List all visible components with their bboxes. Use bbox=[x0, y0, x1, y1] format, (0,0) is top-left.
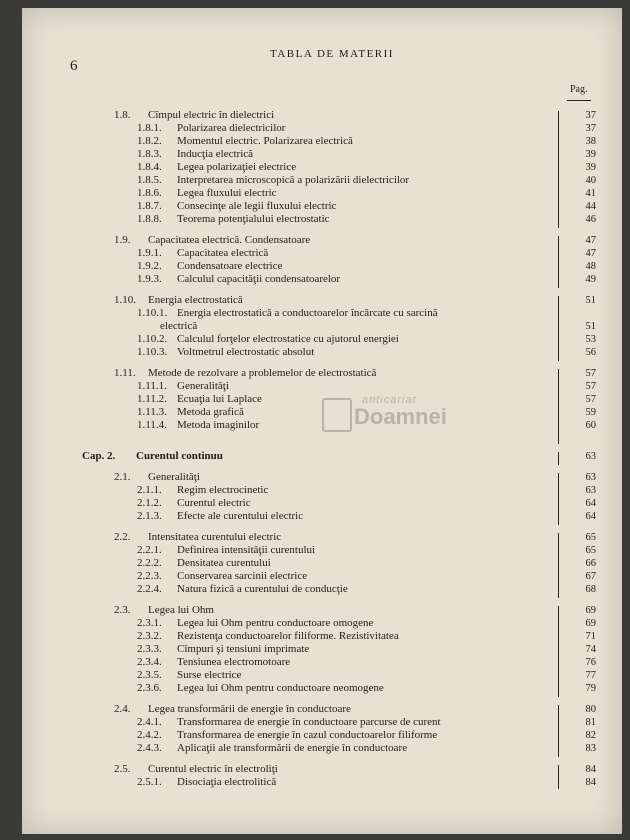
toc-row bbox=[137, 247, 268, 260]
toc-page-number: 79 bbox=[585, 683, 596, 694]
toc-page-number: 63 bbox=[585, 485, 596, 496]
section-bar bbox=[558, 765, 559, 789]
toc-page-number: 81 bbox=[585, 717, 596, 728]
toc-page-number: 66 bbox=[585, 558, 596, 569]
pag-label: Pag. bbox=[570, 84, 588, 95]
toc-page-number: 76 bbox=[585, 657, 596, 668]
toc-row bbox=[137, 333, 399, 346]
toc-page-number: 57 bbox=[585, 368, 596, 379]
toc-row bbox=[137, 406, 244, 419]
toc-page-number: 51 bbox=[585, 295, 596, 306]
toc-page-number: 63 bbox=[585, 472, 596, 483]
toc-title: Regim electrocinetic bbox=[177, 484, 269, 496]
toc-number: 1.8.7. bbox=[137, 200, 162, 212]
toc-row bbox=[137, 260, 282, 273]
toc-page-number: 80 bbox=[585, 704, 596, 715]
toc-number: 1.8.4. bbox=[137, 161, 162, 173]
toc-title: Condensatoare electrice bbox=[177, 260, 283, 272]
toc-number: 1.10.3. bbox=[137, 346, 168, 358]
toc-title: Inducţia electrică bbox=[177, 148, 254, 160]
toc-page-number: 84 bbox=[585, 777, 596, 788]
toc-number: 2.5. bbox=[114, 763, 131, 775]
toc-number: Cap. 2. bbox=[82, 450, 116, 462]
toc-number: 2.3.5. bbox=[137, 669, 162, 681]
toc-title: Curentul electric în electroliţi bbox=[148, 763, 278, 775]
toc-page-number: 51 bbox=[585, 321, 596, 332]
section-bar bbox=[558, 533, 559, 598]
toc-title: Metoda grafică bbox=[177, 406, 244, 418]
toc-row bbox=[137, 393, 262, 406]
toc-row bbox=[160, 320, 197, 333]
toc-row bbox=[137, 307, 438, 320]
toc-row bbox=[137, 213, 330, 226]
section-bar bbox=[558, 369, 559, 444]
toc-page-number: 47 bbox=[585, 235, 596, 246]
toc-title: Densitatea curentului bbox=[177, 557, 271, 569]
toc-number: 2.1.2. bbox=[137, 497, 162, 509]
toc-page-number: 38 bbox=[585, 136, 596, 147]
toc-row bbox=[137, 484, 268, 497]
toc-page-number: 67 bbox=[585, 571, 596, 582]
toc-number: 1.9.3. bbox=[137, 273, 162, 285]
toc-row bbox=[114, 763, 278, 776]
toc-title: Efecte ale curentului electric bbox=[177, 510, 304, 522]
toc-page-number: 60 bbox=[585, 420, 596, 431]
toc-title: Legea fluxului electric bbox=[177, 187, 277, 199]
toc-title: Metoda imaginilor bbox=[177, 419, 260, 431]
watermark bbox=[322, 394, 462, 434]
toc-title: Intensitatea curentului electric bbox=[148, 531, 282, 543]
toc-page-number: 56 bbox=[585, 347, 596, 358]
toc-page-number: 37 bbox=[585, 110, 596, 121]
toc-row bbox=[114, 471, 200, 484]
toc-number: 1.9. bbox=[114, 234, 131, 246]
book-page bbox=[22, 8, 622, 834]
toc-row bbox=[114, 234, 310, 247]
toc-row bbox=[137, 135, 353, 148]
toc-number: 1.8.3. bbox=[137, 148, 162, 160]
toc-title: Interpretarea microscopică a polarizării dielectricilor bbox=[177, 174, 410, 186]
toc-title: Energia electrostatică a conductoarelor încărcate cu sarcină bbox=[177, 307, 438, 319]
toc-page-number: 40 bbox=[585, 175, 596, 186]
toc-title: Legea lui Ohm pentru conductoare omogene bbox=[177, 617, 374, 629]
toc-number: 2.3. bbox=[114, 604, 131, 616]
toc-row bbox=[137, 583, 348, 596]
toc-title: Teorema potenţialului electrostatic bbox=[177, 213, 330, 225]
toc-title: electrică bbox=[160, 320, 198, 332]
toc-title: Legea polarizaţiei electrice bbox=[177, 161, 297, 173]
toc-title: Generalităţi bbox=[148, 471, 200, 483]
toc-number: 1.9.1. bbox=[137, 247, 162, 259]
toc-number: 1.11.1. bbox=[137, 380, 167, 392]
toc-number: 2.2.2. bbox=[137, 557, 162, 569]
section-bar bbox=[558, 296, 559, 361]
toc-page-number: 74 bbox=[585, 644, 596, 655]
toc-number: 2.4. bbox=[114, 703, 131, 715]
toc-number: 2.3.4. bbox=[137, 656, 162, 668]
toc-row bbox=[137, 669, 241, 682]
toc-number: 1.8.8. bbox=[137, 213, 162, 225]
toc-row bbox=[137, 122, 285, 135]
toc-page-number: 44 bbox=[585, 201, 596, 212]
toc-row bbox=[137, 656, 290, 669]
toc-page-number: 47 bbox=[585, 248, 596, 259]
toc-number: 1.11.4. bbox=[137, 419, 167, 431]
toc-page-number: 37 bbox=[585, 123, 596, 134]
toc-number: 1.8. bbox=[114, 109, 131, 121]
toc-page-number: 65 bbox=[585, 545, 596, 556]
book-stack-logo-icon bbox=[322, 398, 352, 432]
toc-page-number: 53 bbox=[585, 334, 596, 345]
toc-title: Rezistenţa conductoarelor filiforme. Rezistivitatea bbox=[177, 630, 399, 642]
toc-number: 1.8.5. bbox=[137, 174, 162, 186]
section-bar bbox=[558, 705, 559, 757]
toc-row bbox=[114, 367, 376, 380]
toc-number: 1.11.2. bbox=[137, 393, 167, 405]
toc-row bbox=[137, 419, 259, 432]
toc-page-number: 59 bbox=[585, 407, 596, 418]
toc-title: Definirea intensităţii curentului bbox=[177, 544, 316, 556]
section-bar bbox=[558, 452, 559, 465]
toc-row bbox=[137, 148, 253, 161]
toc-title: Legea transformării de energie în conductoare bbox=[148, 703, 351, 715]
toc-number: 1.9.2. bbox=[137, 260, 162, 272]
toc-title: Generalităţi bbox=[177, 380, 229, 392]
toc-number: 1.11. bbox=[114, 367, 136, 379]
section-bar bbox=[558, 606, 559, 697]
toc-title: Capacitatea electrică. Condensatoare bbox=[148, 234, 311, 246]
toc-page-number: 82 bbox=[585, 730, 596, 741]
toc-number: 2.3.2. bbox=[137, 630, 162, 642]
toc-row bbox=[137, 497, 251, 510]
toc-title: Tensiunea electromotoare bbox=[177, 656, 291, 668]
toc-number: 2.3.6. bbox=[137, 682, 162, 694]
toc-title: Natura fizică a curentului de conducţie bbox=[177, 583, 348, 595]
toc-title: Transformarea de energie în conductoare parcurse de curent bbox=[177, 716, 441, 728]
toc-row bbox=[137, 557, 271, 570]
toc-row bbox=[137, 617, 373, 630]
toc-row bbox=[114, 531, 281, 544]
toc-row bbox=[137, 544, 315, 557]
toc-row bbox=[114, 604, 214, 617]
toc-title: Disociaţia electrolitică bbox=[177, 776, 277, 788]
toc-number: 2.2.3. bbox=[137, 570, 162, 582]
toc-row bbox=[114, 109, 274, 122]
toc-row bbox=[137, 682, 384, 695]
toc-row bbox=[137, 380, 229, 393]
toc-row bbox=[137, 187, 277, 200]
toc-row bbox=[137, 161, 296, 174]
watermark-line1: anticariat bbox=[362, 394, 417, 406]
toc-page-number: 63 bbox=[585, 451, 596, 462]
toc-row bbox=[137, 273, 340, 286]
toc-number: 2.2.4. bbox=[137, 583, 162, 595]
toc-page-number: 64 bbox=[585, 511, 596, 522]
toc-row bbox=[137, 570, 307, 583]
toc-number: 1.10.2. bbox=[137, 333, 168, 345]
toc-title: Aplicaţii ale transformării de energie în conductoare bbox=[177, 742, 408, 754]
toc-row bbox=[137, 742, 407, 755]
toc-row bbox=[114, 294, 243, 307]
toc-page-number: 77 bbox=[585, 670, 596, 681]
toc-row bbox=[137, 716, 441, 729]
page-number: 6 bbox=[70, 58, 78, 74]
toc-number: 2.1. bbox=[114, 471, 131, 483]
toc-title: Ecuaţia lui Laplace bbox=[177, 393, 262, 405]
toc-number: 2.1.1. bbox=[137, 484, 162, 496]
toc-row bbox=[137, 174, 409, 187]
toc-page-number: 64 bbox=[585, 498, 596, 509]
toc-title: Metode de rezolvare a problemelor de electrostatică bbox=[148, 367, 377, 379]
toc-title: Curentul continuu bbox=[136, 450, 223, 462]
toc-title: Legea lui Ohm pentru conductoare neomogene bbox=[177, 682, 384, 694]
toc-number: 2.4.1. bbox=[137, 716, 162, 728]
toc-title: Conservarea sarcinii electrice bbox=[177, 570, 308, 582]
toc-number: 2.4.3. bbox=[137, 742, 162, 754]
toc-title: Energia electrostatică bbox=[148, 294, 243, 306]
toc-row bbox=[137, 729, 437, 742]
section-bar bbox=[558, 236, 559, 288]
section-bar bbox=[558, 473, 559, 525]
toc-number: 2.2.1. bbox=[137, 544, 162, 556]
toc-title: Legea lui Ohm bbox=[148, 604, 214, 616]
toc-page-number: 71 bbox=[585, 631, 596, 642]
header-title: TABLA DE MATERII bbox=[270, 48, 394, 60]
watermark-line2: Doamnei bbox=[354, 404, 447, 429]
toc-title: Cîmpul electric în dielectrici bbox=[148, 109, 275, 121]
toc-page-number: 84 bbox=[585, 764, 596, 775]
toc-page-number: 57 bbox=[585, 381, 596, 392]
toc-number: 2.3.1. bbox=[137, 617, 162, 629]
toc-title: Voltmetrul electrostatic absolut bbox=[177, 346, 315, 358]
toc-row bbox=[114, 703, 351, 716]
toc-title: Consecinţe ale legii fluxului electric bbox=[177, 200, 337, 212]
toc-page-number: 48 bbox=[585, 261, 596, 272]
toc-row bbox=[137, 643, 309, 656]
toc-page-number: 39 bbox=[585, 162, 596, 173]
toc-title: Calculul forţelor electrostatice cu ajutorul energiei bbox=[177, 333, 399, 345]
toc-page-number: 49 bbox=[585, 274, 596, 285]
toc-page-number: 83 bbox=[585, 743, 596, 754]
toc-row bbox=[137, 776, 276, 789]
toc-page-number: 46 bbox=[585, 214, 596, 225]
toc-row bbox=[137, 630, 399, 643]
toc-page-number: 69 bbox=[585, 605, 596, 616]
section-bar bbox=[558, 111, 559, 228]
toc-title: Calculul capacităţii condensatoarelor bbox=[177, 273, 341, 285]
toc-row bbox=[137, 346, 314, 359]
toc-page-number: 57 bbox=[585, 394, 596, 405]
toc-page-number: 69 bbox=[585, 618, 596, 629]
toc-page-number: 41 bbox=[585, 188, 596, 199]
toc-title: Cîmpuri şi tensiuni imprimate bbox=[177, 643, 310, 655]
toc-number: 1.8.1. bbox=[137, 122, 162, 134]
toc-number: 2.1.3. bbox=[137, 510, 162, 522]
toc-title: Capacitatea electrică bbox=[177, 247, 269, 259]
toc-number: 1.8.2. bbox=[137, 135, 162, 147]
toc-number: 2.3.3. bbox=[137, 643, 162, 655]
toc-row bbox=[82, 450, 223, 463]
toc-number: 2.5.1. bbox=[137, 776, 162, 788]
toc-title: Curentul electric bbox=[177, 497, 251, 509]
toc-number: 2.2. bbox=[114, 531, 131, 543]
toc-page-number: 65 bbox=[585, 532, 596, 543]
toc-row bbox=[137, 200, 336, 213]
toc-page-number: 68 bbox=[585, 584, 596, 595]
toc-number: 1.10.1. bbox=[137, 307, 168, 319]
toc-title: Momentul electric. Polarizarea electrică bbox=[177, 135, 353, 147]
toc-title: Polarizarea dielectricilor bbox=[177, 122, 286, 134]
toc-page-number: 39 bbox=[585, 149, 596, 160]
toc-row bbox=[137, 510, 303, 523]
toc-number: 1.11.3. bbox=[137, 406, 167, 418]
toc-title: Surse electrice bbox=[177, 669, 242, 681]
toc-number: 1.8.6. bbox=[137, 187, 162, 199]
toc-title: Transformarea de energie în cazul conductoarelor filiforme bbox=[177, 729, 438, 741]
toc-number: 1.10. bbox=[114, 294, 136, 306]
toc-number: 2.4.2. bbox=[137, 729, 162, 741]
